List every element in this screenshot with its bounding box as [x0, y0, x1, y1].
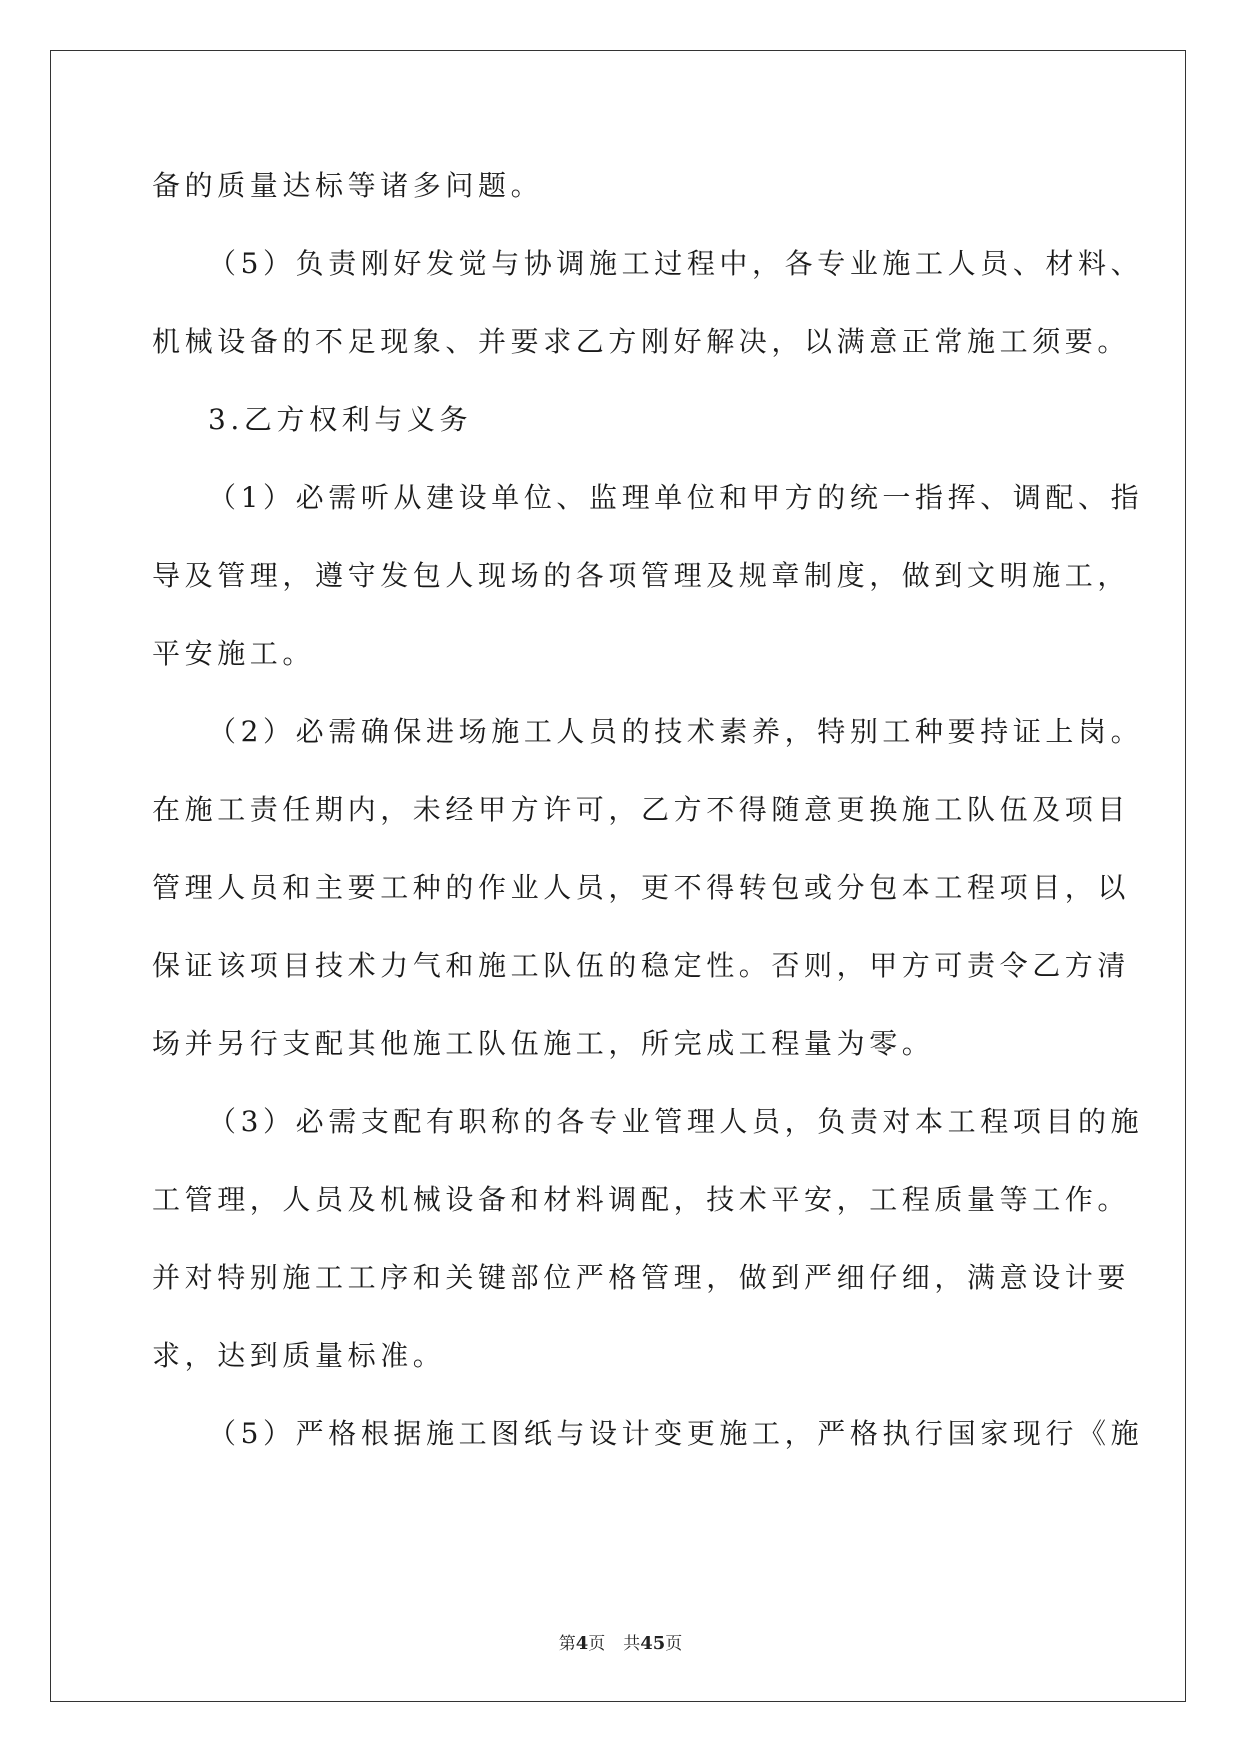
- paragraph-line: 平安施工。: [152, 637, 316, 670]
- paragraph-line: （3）必需支配有职称的各专业管理人员，负责对本工程项目的施: [208, 1105, 1144, 1138]
- paragraph-line: 管理人员和主要工种的作业人员，更不得转包或分包本工程项目，以: [152, 871, 1131, 904]
- paragraph-line: （2）必需确保进场施工人员的技术素养，特别工种要持证上岗。: [208, 715, 1144, 748]
- paragraph-line: 机械设备的不足现象、并要求乙方刚好解决，以满意正常施工须要。: [152, 325, 1131, 358]
- paragraph-line: 保证该项目技术力气和施工队伍的稳定性。否则，甲方可责令乙方清: [152, 949, 1131, 982]
- total-suffix: 页: [665, 1634, 683, 1654]
- paragraph-line: 导及管理，遵守发包人现场的各项管理及规章制度，做到文明施工，: [152, 559, 1131, 592]
- total-prefix: 共: [623, 1634, 641, 1654]
- paragraph-line: 在施工责任期内，未经甲方许可，乙方不得随意更换施工队伍及项目: [152, 793, 1131, 826]
- paragraph-line: 工管理，人员及机械设备和材料调配，技术平安，工程质量等工作。: [152, 1183, 1131, 1216]
- paragraph-line: 求，达到质量标准。: [152, 1339, 446, 1372]
- page-number: 4: [575, 1633, 589, 1654]
- page-footer: [0, 1633, 1241, 1655]
- paragraph-line: 备的质量达标等诸多问题。: [152, 169, 544, 202]
- paragraph-line: （5）严格根据施工图纸与设计变更施工，严格执行国家现行《施: [208, 1417, 1144, 1450]
- paragraph-line: 并对特别施工工序和关键部位严格管理，做到严细仔细，满意设计要: [152, 1261, 1131, 1294]
- paragraph-line: （1）必需听从建设单位、监理单位和甲方的统一指挥、调配、指: [208, 481, 1144, 514]
- total-pages: 45: [640, 1633, 666, 1654]
- paragraph-line: （5）负责刚好发觉与协调施工过程中，各专业施工人员、材料、: [208, 247, 1144, 280]
- paragraph-line: 场并另行支配其他施工队伍施工，所完成工程量为零。: [152, 1027, 935, 1060]
- section-heading: 3.乙方权利与义务: [208, 403, 473, 436]
- page-suffix: 页: [588, 1634, 606, 1654]
- page-prefix: 第: [558, 1634, 576, 1654]
